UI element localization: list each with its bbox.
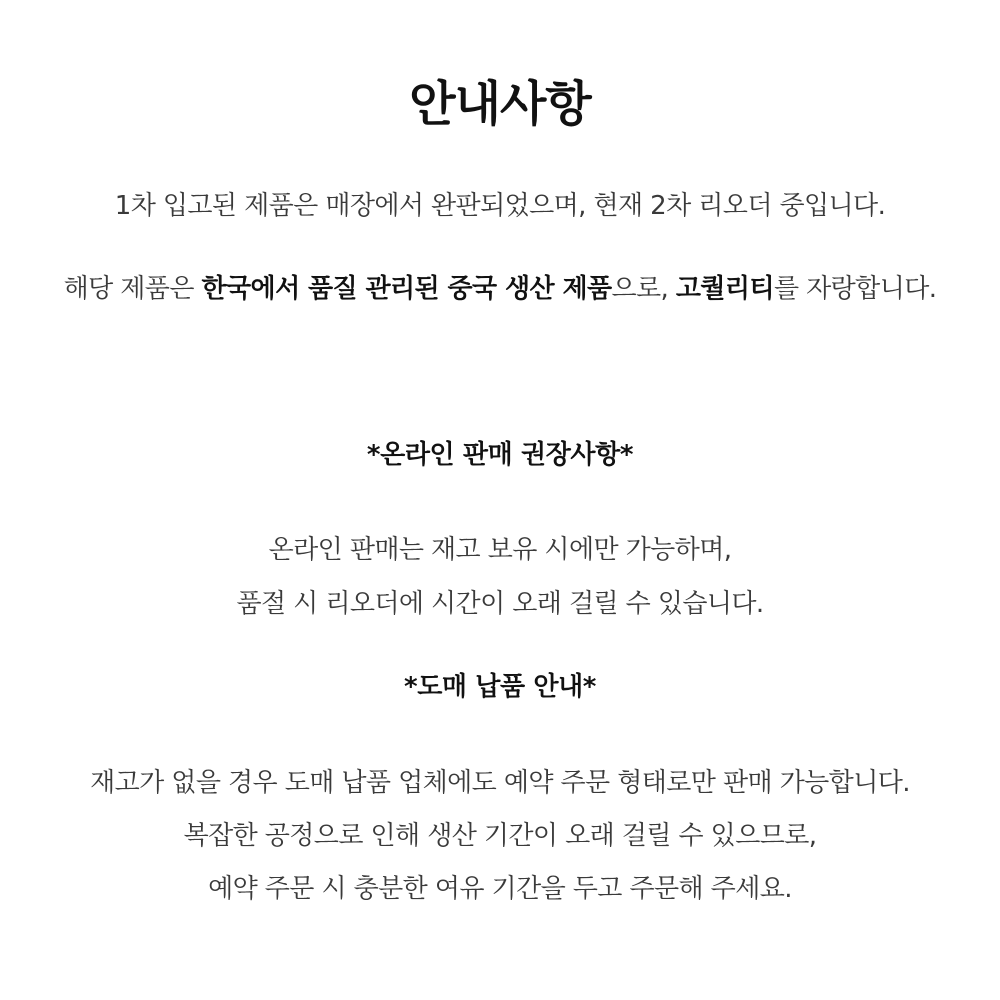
online-sales-line: 온라인 판매는 재고 보유 시에만 가능하며, [268,535,732,565]
intro-line-quality [0,276,1000,302]
online-sales-heading: *온라인 판매 권장사항* [366,440,634,470]
intro-text-part3: 를 자랑합니다. [773,274,937,304]
page-title: 안내사항 [409,76,591,132]
intro-text-part1: 해당 제품은 [63,274,202,304]
online-sales-line: 품절 시 리오더에 시간이 오래 걸릴 수 있습니다. [236,589,764,619]
wholesale-heading: *도매 납품 안내* [404,672,596,702]
intro-bold-origin: 한국에서 품질 관리된 중국 생산 제품 [201,274,612,304]
intro-line-restock: 1차 입고된 제품은 매장에서 완판되었으며, 현재 2차 리오더 중입니다. [114,191,886,221]
wholesale-line: 재고가 없을 경우 도매 납품 업체에도 예약 주문 형태로만 판매 가능합니다. [90,768,910,798]
wholesale-line: 복잡한 공정으로 인해 생산 기간이 오래 걸릴 수 있으므로, [183,821,817,851]
intro-text-part2: 으로, [611,274,676,304]
wholesale-line: 예약 주문 시 충분한 여유 기간을 두고 주문해 주세요. [208,874,792,904]
intro-bold-quality: 고퀄리티 [675,274,774,304]
